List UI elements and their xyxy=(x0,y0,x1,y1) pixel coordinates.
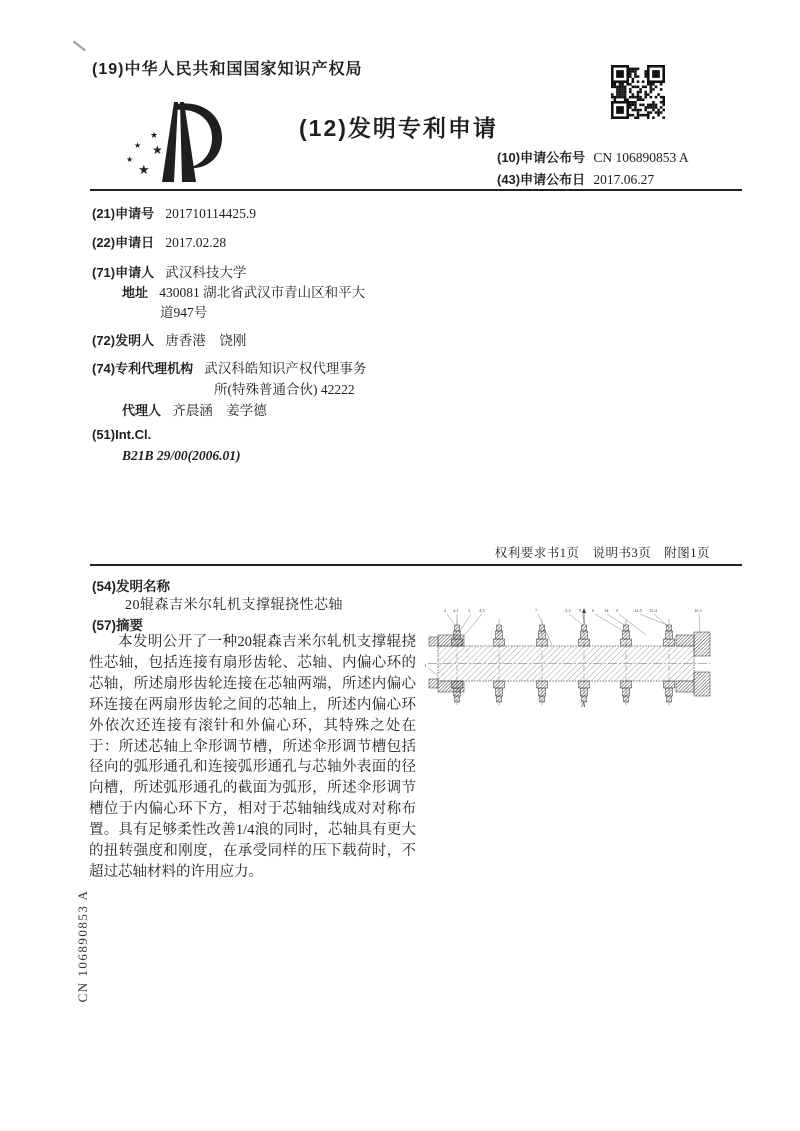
figure-callout: 16.5 xyxy=(694,608,702,613)
abstract-text: 本发明公开了一种20辊森吉米尔轧机支撑辊挠性芯轴，包括连接有扇形齿轮、芯轴、内偏心环的芯轴，所述扇形齿轮连接在芯轴两端，所述内偏心环连接在两扇形齿轮之间的芯轴上，所述内偏心环外依次还连接有滚针和外偏心环，其特殊之处在于：所述芯轴上伞形调节槽，所述伞形调节槽包括径向的弧形通孔和连接弧形通孔与芯轴外表面的径向槽，所述弧形通孔的截面为弧形，所述伞形调节槽位于内偏心环下方，相对于芯轴轴线成对对称布置。具有足够柔性改善1/4浪的同时，芯轴具有更大的扭转强度和刚度，在承受同样的压下载荷时，不超过芯轴材料的许用应力。 xyxy=(89,634,416,880)
figure-callout: 9 xyxy=(579,608,582,613)
figure-callout: 14 xyxy=(604,608,609,613)
intcl-row xyxy=(92,427,151,443)
figure-callout: 13.4 xyxy=(649,608,657,613)
agents-value: 齐晨涵 姜学德 xyxy=(172,403,267,418)
figure-callout: 7 xyxy=(535,608,538,613)
star-icon: ★ xyxy=(150,130,159,140)
sidebar-publication-code: CN 106890853 A xyxy=(75,889,90,1003)
star-icon: ★ xyxy=(138,162,150,177)
app-number-label: (21)申请号 xyxy=(92,206,155,221)
application-date-row xyxy=(92,232,226,251)
inventors-value: 唐香港 饶刚 xyxy=(165,333,247,348)
app-number-value: 201710114425.9 xyxy=(165,206,256,221)
address-line1: 430081 湖北省武汉市青山区和平大 xyxy=(159,285,366,300)
agency-row xyxy=(92,357,366,377)
figure-callout: 5 xyxy=(616,608,619,613)
sipo-logo xyxy=(124,96,238,188)
sipo-logo-graphic xyxy=(124,96,238,188)
document-type-title: (12)发明专利申请 xyxy=(299,115,498,141)
applicant-value: 武汉科技大学 xyxy=(165,265,247,280)
pub-date-label: (43)申请公布日 xyxy=(497,172,586,187)
figure-callout: 2.2 xyxy=(565,608,571,613)
patent-office-name: (19)中华人民共和国国家知识产权局 xyxy=(92,61,363,78)
address-label: 地址 xyxy=(122,285,149,300)
star-icon: ★ xyxy=(134,141,142,150)
app-date-value: 2017.02.28 xyxy=(165,235,227,250)
intcl-label: (51)Int.Cl. xyxy=(92,427,152,442)
figure-callout: 1 xyxy=(424,663,427,668)
invention-title-label: (54)发明名称 xyxy=(92,579,171,594)
figure-callout: 6 xyxy=(592,608,595,613)
pub-number-label: (10)申请公布号 xyxy=(497,150,586,165)
figure-callout: 4.1 xyxy=(453,608,459,613)
pub-number-value: CN 106890853 A xyxy=(593,150,689,165)
agency-line1: 武汉科皓知识产权代理事务 xyxy=(204,361,367,376)
applicant-row xyxy=(92,261,246,281)
figure-section-label: A xyxy=(581,701,586,709)
abstract-label: (57)摘要 xyxy=(92,618,144,633)
qr-code-graphic xyxy=(611,65,665,119)
agents-label: 代理人 xyxy=(122,403,162,418)
agency-label: (74)专利代理机构 xyxy=(92,361,194,376)
invention-title: 20辊森吉米尔轧机支撑辊挠性芯轴 xyxy=(125,598,343,613)
header-divider xyxy=(90,189,742,191)
figure-callout: 2 xyxy=(444,608,447,613)
abstract-figure xyxy=(424,604,720,715)
figure-drawing xyxy=(424,604,720,710)
figure-callout: 4.5 xyxy=(479,608,485,613)
pub-date-value: 2017.06.27 xyxy=(593,172,655,187)
application-number-row xyxy=(92,203,256,222)
body-divider xyxy=(90,564,742,566)
figure-callout: 12.5 xyxy=(634,608,642,613)
publication-number-row xyxy=(497,147,689,166)
publication-date-row xyxy=(497,169,654,188)
inventors-label: (72)发明人 xyxy=(92,333,155,348)
applicant-label: (71)申请人 xyxy=(92,265,155,280)
pages-info: 权利要求书1页 说明书3页 附图1页 xyxy=(494,546,710,560)
app-date-label: (22)申请日 xyxy=(92,235,155,250)
intcl-value: B21B 29/00(2006.01) xyxy=(122,448,241,463)
agents-row xyxy=(122,399,267,419)
address-line2: 道947号 xyxy=(160,305,208,320)
inventors-row xyxy=(92,329,246,349)
figure-callout: 3 xyxy=(468,608,471,613)
star-icon: ★ xyxy=(126,155,134,164)
address-row xyxy=(122,281,365,301)
star-icon: ★ xyxy=(152,143,163,157)
scan-artifact-mark xyxy=(73,41,86,51)
agency-line2: 所(特殊普通合伙) 42222 xyxy=(214,382,355,397)
qr-code xyxy=(611,65,665,124)
